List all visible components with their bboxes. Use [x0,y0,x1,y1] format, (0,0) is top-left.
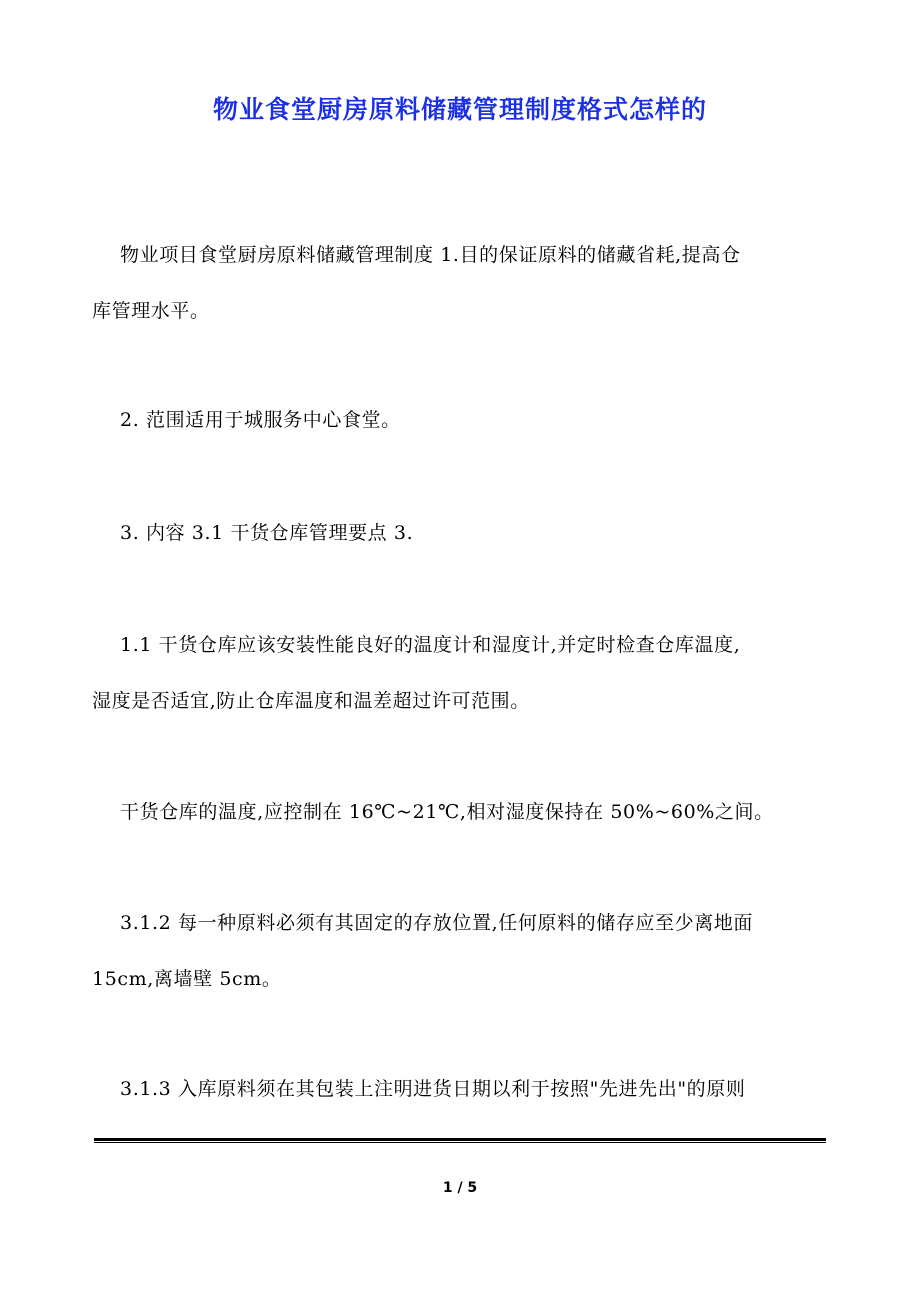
document-title: 物业食堂厨房原料储藏管理制度格式怎样的 [212,95,707,124]
paragraph-line: 15cm,离墙壁 5cm。 [92,968,282,990]
paragraph-scope [92,392,828,448]
paragraph-line: 物业项目食堂厨房原料储藏管理制度 1.目的保证原料的储藏省耗,提高仓 [120,244,741,266]
paragraph-line: 库管理水平。 [92,300,210,322]
paragraph-line: 干货仓库的温度,应控制在 16℃~21℃,相对湿度保持在 50%~60%之间。 [120,801,774,823]
page-number: 1 / 5 [442,1180,478,1196]
paragraph-line: 3.1.3 入库原料须在其包装上注明进货日期以利于按照"先进先出"的原则 [120,1078,746,1100]
paragraph-3-1-3 [92,1061,828,1117]
paragraph-line: 湿度是否适宜,防止仓库温度和温差超过许可范围。 [92,690,530,712]
paragraph-content [92,505,828,561]
paragraph-temperature [92,784,828,840]
paragraph-line: 1.1 干货仓库应该安装性能良好的温度计和湿度计,并定时检查仓库温度, [120,634,741,656]
footer-divider [94,1138,826,1143]
paragraph-3-1-2 [92,895,828,1007]
paragraph-3-1-1 [92,617,828,729]
paragraph-line: 3. 内容 3.1 干货仓库管理要点 3. [120,522,414,544]
paragraph-line: 2. 范围适用于城服务中心食堂。 [120,409,401,431]
paragraph-purpose [92,227,828,339]
paragraph-line: 3.1.2 每一种原料必须有其固定的存放位置,任何原料的储存应至少离地面 [120,912,754,934]
